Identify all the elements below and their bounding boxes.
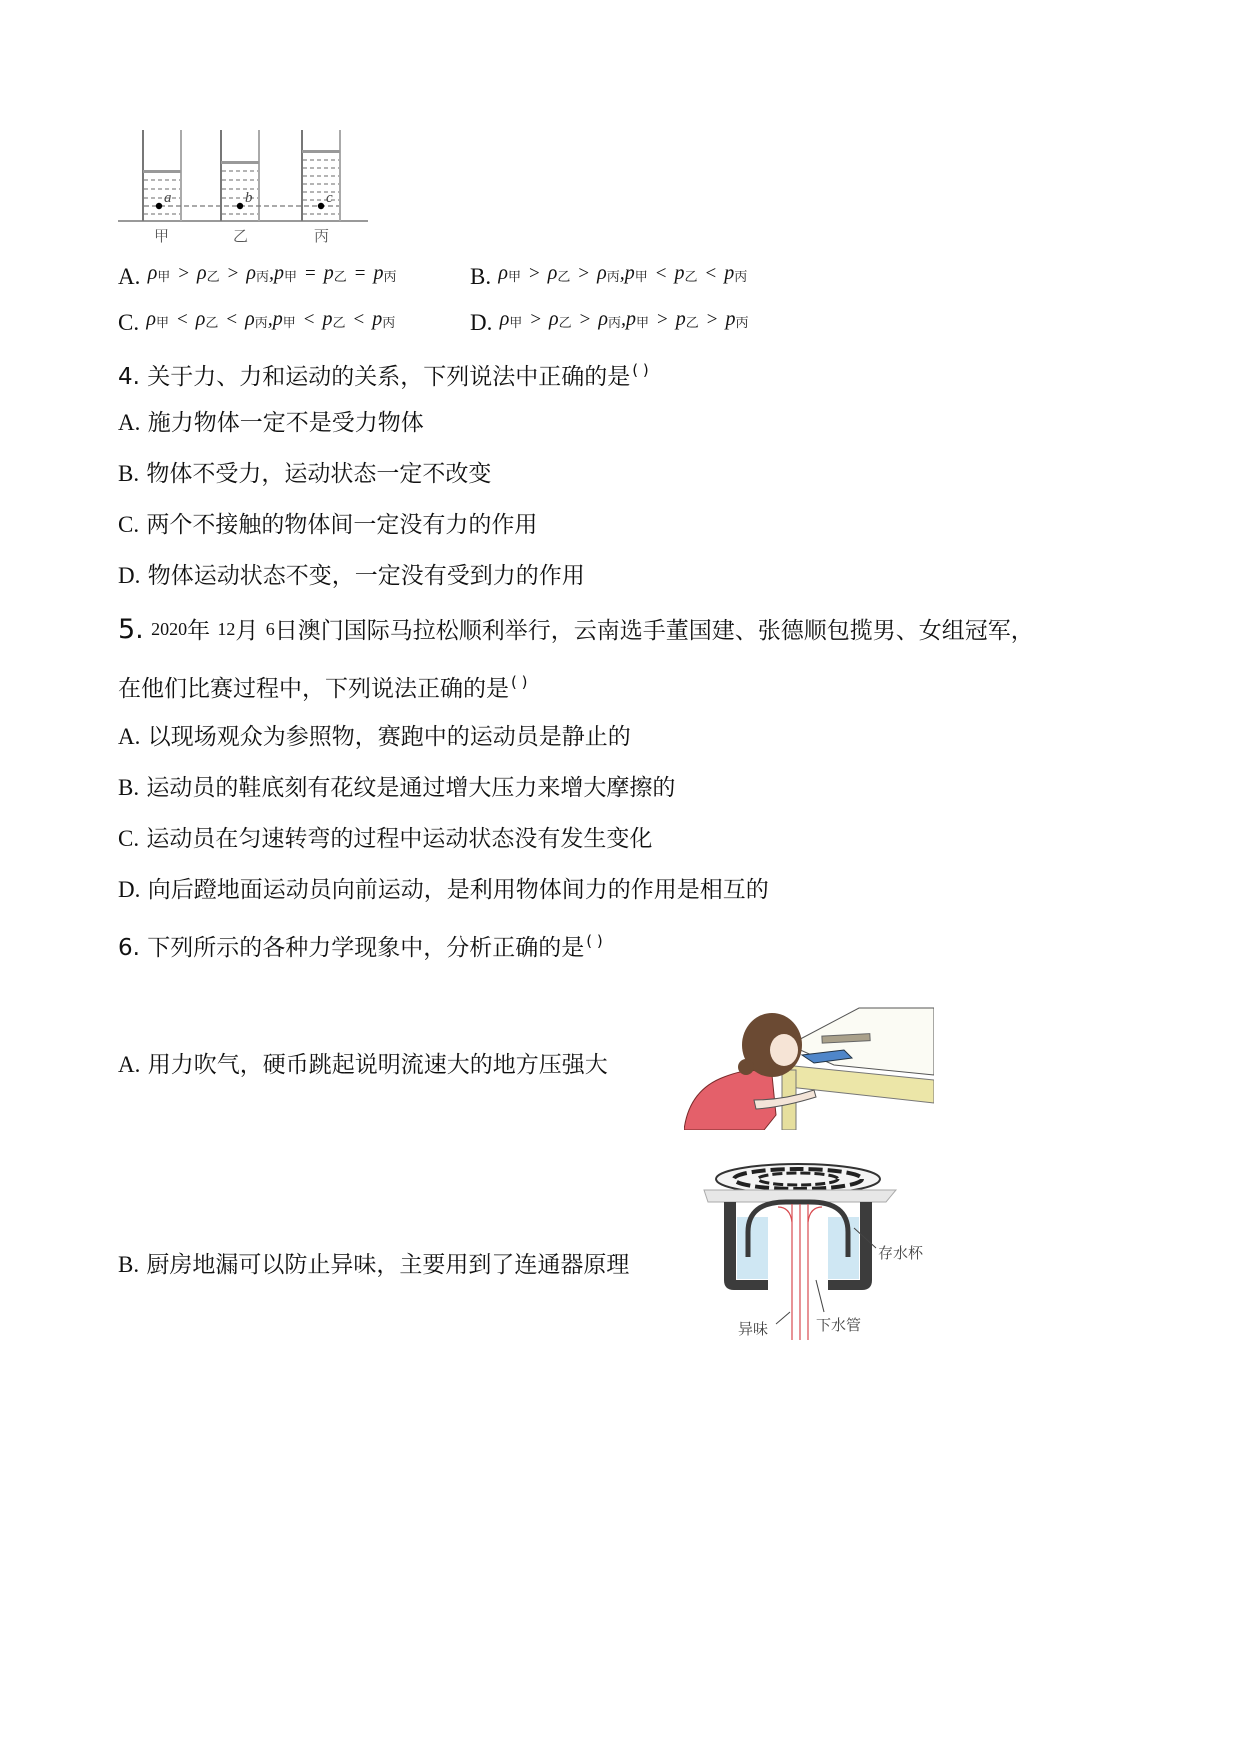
- q3-option-a-formula: ρ甲 > ρ乙 > ρ丙,p甲 = p乙 = p丙: [147, 262, 397, 285]
- q6-option-a[interactable]: A. 用力吹气，硬币跳起说明流速大的地方压强大: [118, 1052, 608, 1078]
- q6-option-b[interactable]: B. 厨房地漏可以防止异味，主要用到了连通器原理: [118, 1252, 630, 1278]
- q4-option-c[interactable]: C. 两个不接触的物体间一定没有力的作用: [118, 512, 538, 538]
- container-label-yi: 乙: [233, 227, 249, 245]
- q3-option-d[interactable]: D. ρ甲 > ρ乙 > ρ丙,p甲 > p乙 > p丙: [470, 308, 749, 335]
- q3-option-b[interactable]: B. ρ甲 > ρ乙 > ρ丙,p甲 < p乙 < p丙: [470, 262, 748, 289]
- q5-stem-line1: 5. 2020年 12月 6日澳门国际马拉松顺利举行，云南选手董国建、张德顺包揽男、女组冠军，: [118, 614, 1034, 645]
- container-label-bing: 丙: [314, 227, 330, 245]
- q5-option-a[interactable]: A. 以现场观众为参照物，赛跑中的运动员是静止的: [118, 724, 631, 750]
- q4-stem: 4. 关于力、力和运动的关系，下列说法中正确的是 ( ): [118, 361, 649, 390]
- three-containers-figure: [118, 128, 368, 248]
- q3-option-a[interactable]: A. ρ甲 > ρ乙 > ρ丙,p甲 = p乙 = p丙: [118, 262, 397, 289]
- point-label-c: c: [326, 190, 333, 206]
- q5-option-b[interactable]: B. 运动员的鞋底刻有花纹是通过增大压力来增大摩擦的: [118, 775, 676, 801]
- label-odor: 异味: [738, 1320, 769, 1338]
- label-water-cup: 存水杯: [878, 1244, 924, 1262]
- q5-stem-line2: 在他们比赛过程中，下列说法正确的是 ( ): [118, 673, 528, 702]
- q5-option-c[interactable]: C. 运动员在匀速转弯的过程中运动状态没有发生变化: [118, 826, 653, 852]
- q3-option-b-formula: ρ甲 > ρ乙 > ρ丙,p甲 < p乙 < p丙: [498, 262, 748, 285]
- container-label-jia: 甲: [154, 227, 170, 245]
- answer-blank: ( ): [586, 932, 603, 950]
- girl-blowing-coin-illustration: [684, 1005, 934, 1130]
- q4-option-d[interactable]: D. 物体运动状态不变，一定没有受到力的作用: [118, 563, 585, 589]
- point-label-a: a: [164, 190, 172, 206]
- answer-blank: ( ): [511, 673, 528, 691]
- label-drain-pipe: 下水管: [816, 1316, 862, 1334]
- q3-option-c-formula: ρ甲 < ρ乙 < ρ丙,p甲 < p乙 < p丙: [146, 308, 396, 331]
- q5-option-d[interactable]: D. 向后蹬地面运动员向前运动，是利用物体间力的作用是相互的: [118, 877, 769, 903]
- q3-option-c[interactable]: C. ρ甲 < ρ乙 < ρ丙,p甲 < p乙 < p丙: [118, 308, 396, 335]
- q4-option-a[interactable]: A. 施力物体一定不是受力物体: [118, 410, 424, 436]
- floor-drain-diagram: [686, 1162, 946, 1342]
- q4-option-b[interactable]: B. 物体不受力，运动状态一定不改变: [118, 461, 492, 487]
- point-label-b: b: [245, 190, 253, 206]
- q6-stem: 6. 下列所示的各种力学现象中，分析正确的是 ( ): [118, 932, 603, 961]
- answer-blank: ( ): [632, 361, 649, 379]
- q3-option-d-formula: ρ甲 > ρ乙 > ρ丙,p甲 > p乙 > p丙: [499, 308, 749, 331]
